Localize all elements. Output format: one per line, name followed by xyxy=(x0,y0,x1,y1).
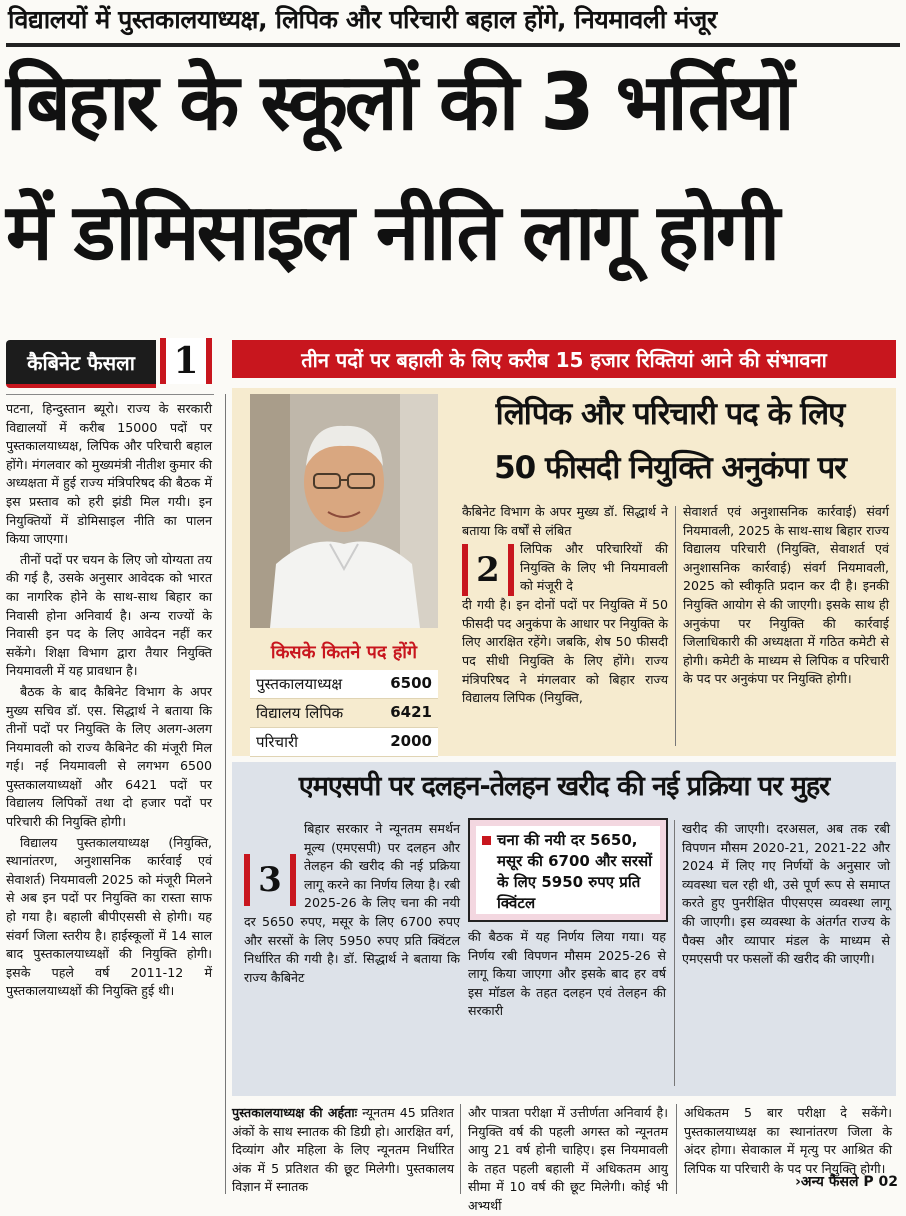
box1-number-row xyxy=(462,540,668,596)
column-rule xyxy=(460,1104,461,1194)
box1-col-right: सेवाशर्त एवं अनुशासनिक कार्रवाई) संवर्ग नियमावली, 2025 के साथ-साथ बिहार राज्य विद्यालय परिचारी (नियुक्ति, सेवाशर्त एवं अनुशासनिक कार्रवाई) संवर्ग नियमावली, 2025 को स्वीकृति प्रदान कर दी है। इनकी नियुक्ति आयोग से की जाएगी। इसके साथ ही अनुकंपा पर नियुक्ति की कार्रवाई जिलाधिकारी की अध्यक्षता में गठित कमेटी से होगी। कमेटी के माध्यम से लिपिक व परिचारी के पद पर अनुकंपा पर नियुक्ति होगी। xyxy=(683,504,889,687)
headline-line-2: में डोमिसाइल नीति लागू होगी xyxy=(6,188,778,278)
box1-col-left xyxy=(462,503,668,708)
table-cell-value: 6421 xyxy=(390,703,432,721)
col1-para-4: विद्यालय पुस्तकालयाध्यक्ष (नियुक्ति, स्थानांतरण, अनुशासनिक कार्रवाई एवं सेवाशर्त) नियमावली 2025 को मंजूरी मिलने से अब इन पदों पर नियुक्ति का रास्ता साफ हो गया है। बहाली बीपीएससी से होगी। यह संवर्ग जिला स्तरीय है। हाईस्कूलों में 14 साल बाद पुस्तकालयाध्यक्षों की नियुक्ति होगी। इसके पहले वर्ष 2011-12 में पुस्तकालयाध्यक्षों की नियुक्ति हुई थी। xyxy=(6,834,212,999)
box2-heading: एमएसपी पर दलहन-तेलहन खरीद की नई प्रक्रिया पर मुहर xyxy=(298,771,830,802)
table-row xyxy=(250,670,438,699)
box2-col-c: खरीद की जाएगी। दरअसल, अब तक रबी विपणन मौसम 2020-21, 2021-22 और 2024 में लिए गए निर्णयों के अनुसार जो व्यवस्था चल रही थी, उसे पूर्ण रूप से समाप्त करते हुए पुनरीक्षित पीएसएस व्यवस्था लागू की जाएगी। इस व्यवस्था के अंतर्गत राज्य के पैक्स और व्यापार मंडल के माध्यम से एमएसपी पर फसलों की खरीद की जाएगी। xyxy=(682,821,890,967)
table-cell-label: पुस्तकालयाध्यक्ष xyxy=(256,675,343,693)
section-tag-label: कैबिनेट फैसला xyxy=(27,350,135,375)
table-cell-label: परिचारी xyxy=(256,733,298,751)
headline-line-1: बिहार के स्कूलों की 3 भर्तियों xyxy=(6,58,792,148)
bottom-col-b: और पात्रता परीक्षा में उत्तीर्णता अनिवार्य है। नियुक्ति वर्ष की पहली अगस्त को न्यूनतम आयु 21 वर्ष होनी चाहिए। इस नियमावली के तहत पहली बहाली में अधिकतम आयु सीमा में 10 वर्ष की छूट मिलेगी। कोई भी अभ्यर्थी xyxy=(468,1105,668,1213)
box2-col-b: की बैठक में यह निर्णय लिया गया। यह निर्णय रबी विपणन मौसम 2025-26 से लागू किया जाएगा और इसके बाद हर वर्ष इस मॉडल के तहत दलहन एवं तेलहन की सरकारी xyxy=(468,929,666,1019)
continued-link[interactable]: ›अन्य फैसले P 02 xyxy=(795,1174,898,1190)
kicker-line: विद्यालयों में पुस्तकालयाध्यक्ष, लिपिक और परिचारी बहाल होंगे, नियमावली मंजूर xyxy=(8,5,717,34)
box2-number-wrap xyxy=(244,854,296,906)
banner-text: तीन पदों पर बहाली के लिए करीब 15 हजार रिक्तियां आने की संभावना xyxy=(301,347,827,372)
table-cell-value: 2000 xyxy=(390,732,432,750)
posts-table xyxy=(250,636,438,757)
person-illustration xyxy=(250,394,438,628)
box1-rest: दी गयी है। इन दोनों पदों पर नियुक्ति में 50 फीसदी पद अनुकंपा के आधार पर नियुक्ति के लिए आरक्षित रहेंगे। जबकि, शेष 50 फीसदी पद सीधी नियुक्ति के लिए होंगे। राज्य मंत्रिपरिषद ने मंगलवार को बिहार राज्य विद्यालय लिपिक (नियुक्ति, xyxy=(462,597,668,706)
banner xyxy=(232,340,896,378)
table-cell-value: 6500 xyxy=(390,674,432,692)
section-number: 1 xyxy=(173,340,199,382)
portrait-photo xyxy=(250,394,438,628)
col1-article xyxy=(6,400,212,1003)
section-number-badge xyxy=(244,854,296,906)
posts-table-title: किसके कितने पद होंगे xyxy=(270,642,418,663)
bottom-subhead: पुस्तकालयाध्यक्ष की अर्हताः xyxy=(232,1105,358,1120)
col1-para-2: तीनों पदों पर चयन के लिए जो योग्यता तय की गई है, उसके अनुसार आवेदक को भारत का नागरिक होने के साथ-साथ बिहार का निवासी होना अनिवार्य है। अन्य राज्यों के निवासी इन पद के लिए आवेदन नहीं कर सकेंगे। शिक्षा विभाग द्वारा तैयार नियुक्ति नियमावली में यह प्रावधान है। xyxy=(6,551,212,679)
table-cell-label: विद्यालय लिपिक xyxy=(256,704,344,722)
column-rule xyxy=(675,506,676,746)
section-number: 3 xyxy=(258,859,282,900)
section-number-badge xyxy=(160,338,212,384)
col1-para-1: पटना, हिन्दुस्तान ब्यूरो। राज्य के सरकारी विद्यालयों में करीब 15000 पदों पर पुस्तकालयाध्यक्ष, लिपिक और परिचारी बहाल होंगे। मंगलवार को मुख्यमंत्री नीतीश कुमार की अध्यक्षता में हुई राज्य मंत्रिपरिषद की बैठक में इस प्रस्ताव को हरी झंडी मिल गयी। इन नियुक्तियों में डोमिसाइल नीति का पालन किया जाएगा। xyxy=(6,401,212,547)
highlight-box xyxy=(468,818,668,922)
divider xyxy=(6,43,900,47)
table-row xyxy=(250,728,438,757)
column-rule xyxy=(674,820,675,1086)
box2-col-a xyxy=(244,820,460,987)
highlight-content xyxy=(470,820,666,922)
box2-col-a-text: बिहार सरकार ने न्यूनतम समर्थन मूल्य (एमएसपी) पर दलहन और तेलहन की खरीद की नई प्रक्रिया लागू करने का निर्णय लिया है। रबी 2025-26 के लिए चना की नयी दर 5650 रुपए, मसूर के लिए 6700 रुपए और सरसों के लिए 5950 रुपए प्रति क्विंटल निर्धारित की गयी है। डॉ. सिद्धार्थ ने बताया कि राज्य कैबिनेट xyxy=(244,821,460,985)
box1-heading-1: लिपिक और परिचारी पद के लिए xyxy=(495,396,845,432)
column-rule xyxy=(225,394,226,1194)
box1-wrap-text: लिपिक और परिचारियों की नियुक्ति के लिए भी नियमावली को मंजूरी दे xyxy=(520,541,668,594)
section-number: 2 xyxy=(476,549,500,590)
bottom-col-a xyxy=(232,1104,454,1197)
divider xyxy=(6,394,214,395)
highlight-text: चना की नयी दर 5650, मसूर की 6700 और सरसों के लिए 5950 रुपए प्रति क्विंटल xyxy=(497,831,653,912)
bullet-icon xyxy=(482,836,491,845)
posts-table-rows xyxy=(250,670,438,757)
section-tag xyxy=(6,340,156,388)
box1-heading-2: 50 फीसदी नियुक्ति अनुकंपा पर xyxy=(494,450,846,486)
section-number-badge xyxy=(462,544,514,596)
col1-para-3: बैठक के बाद कैबिनेट विभाग के अपर मुख्य सचिव डॉ. एस. सिद्धार्थ ने बताया कि तीनों पदों पर नियुक्ति के लिए अलग-अलग नियमावली को राज्य कैबिनेट की मंजूरी मिल गई। नई नियमावली से लगभग 6500 पुस्तकालयाध्यक्षों और 6421 पदों पर विद्यालय लिपिकों तथा दो हजार पदों पर परिचारी की नियुक्ति होगी। xyxy=(6,683,212,830)
column-rule xyxy=(676,1104,677,1194)
table-row xyxy=(250,699,438,728)
bottom-col-a-text: न्यूनतम 45 प्रतिशत अंकों के साथ स्नातक की डिग्री हो। आरक्षित वर्ग, दिव्यांग और महिला के लिए न्यूनतम निर्धारित अंक में 5 प्रतिशत की छूट मिलेगी। पुस्तकालय विज्ञान में स्नातक xyxy=(232,1105,454,1195)
bottom-col-c: अधिकतम 5 बार परीक्षा दे सकेंगे। पुस्तकालयाध्यक्ष का स्थानांतरण जिला के अंदर होगा। सेवाकाल में मृत्यु पर आश्रित की लिपिक या परिचारी के पद पर नियुक्ति होगी। xyxy=(684,1105,892,1176)
box1-lead: कैबिनेट विभाग के अपर मुख्य डॉ. सिद्धार्थ ने बताया कि वर्षों से लंबित xyxy=(462,504,668,538)
